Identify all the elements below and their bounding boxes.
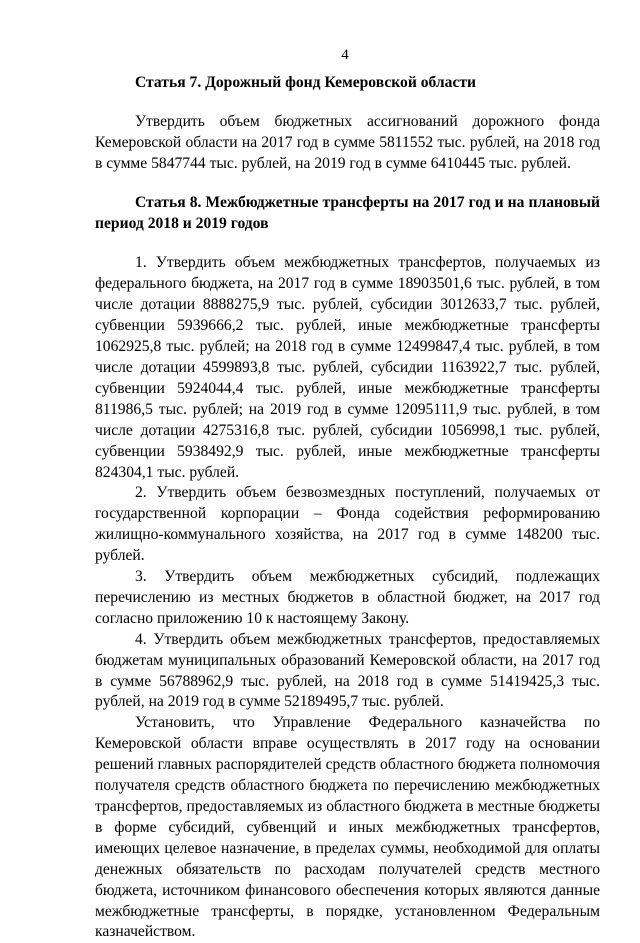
article-8-item-3: 3. Утвердить объем межбюджетных субсидий, подлежащих перечислению из местных бюджетов в областной бюджет, на 2017 год согласно приложению 10 к настоящему Закону. bbox=[95, 568, 600, 627]
article-7-heading: Статья 7. Дорожный фонд Кемеровской области bbox=[135, 74, 477, 91]
article-8-item-2: 2. Утвердить объем безвозмездных поступлений, получаемых от государственной корпорации – Фонда содействия реформированию жилищно-коммунального хозяйства, на 2017 год в сумме 148200 тыс. рублей. bbox=[95, 484, 600, 565]
article-8-item-4: 4. Утвердить объем межбюджетных трансфертов, предоставляемых бюджетам муниципальных образований Кемеровской области, на 2017 год в сумме 56788962,9 тыс. рублей, на 2018 год в сумме 51419425,3 тыс. рублей, на 2019 год в сумме 52189495,7 тыс. рублей. bbox=[95, 630, 600, 711]
page-number: 4 bbox=[341, 47, 349, 63]
document-body bbox=[95, 73, 600, 943]
article-8-establish-paragraph: Установить, что Управление Федерального казначейства по Кемеровской области вправе осуществлять в 2017 году на основании решений главных распорядителей средств областного бюджета полномочия получателя средств областного бюджета по перечислению межбюджетных трансфертов, предоставляемых из областного бюджета в местные бюджеты в форме субсидий, субвенций и иных межбюджетных трансфертов, имеющих целевое назначение, в пределах суммы, необходимой для оплаты денежных обязательств по расходам получателей средств местного бюджета, источником финансового обеспечения которых являются данные межбюджетные трансферты, в порядке, установленном Федеральным казначейством. bbox=[95, 714, 600, 941]
article-8-item-1: 1. Утвердить объем межбюджетных трансфертов, получаемых из федерального бюджета, на 2017 год в сумме 18903501,6 тыс. рублей, в том числе дотации 8888275,9 тыс. рублей, субсидии 3012633,7 тыс. рублей, субвенции 5939666,2 тыс. рублей, иные межбюджетные трансферты 1062925,8 тыс. рублей; на 2018 год в сумме 12499847,4 тыс. рублей, в том числе дотации 4599893,8 тыс. рублей, субсидии 1163922,7 тыс. рублей, субвенции 5924044,4 тыс. рублей, иные межбюджетные трансферты 811986,5 тыс. рублей; на 2019 год в сумме 12095111,9 тыс. рублей, в том числе дотации 4275316,8 тыс. рублей, субсидии 1056998,1 тыс. рублей, субвенции 5938492,9 тыс. рублей, иные межбюджетные трансферты 824304,1 тыс. рублей. bbox=[95, 254, 600, 481]
article-8-heading: Статья 8. Межбюджетные трансферты на 2017 год и на плановый период 2018 и 2019 годов bbox=[95, 193, 600, 232]
article-7-text: Утвердить объем бюджетных ассигнований дорожного фонда Кемеровской области на 2017 год в сумме 5811552 тыс. рублей, на 2018 год в сумме 5847744 тыс. рублей, на 2019 год в сумме 6410445 тыс. рублей. bbox=[95, 112, 600, 172]
